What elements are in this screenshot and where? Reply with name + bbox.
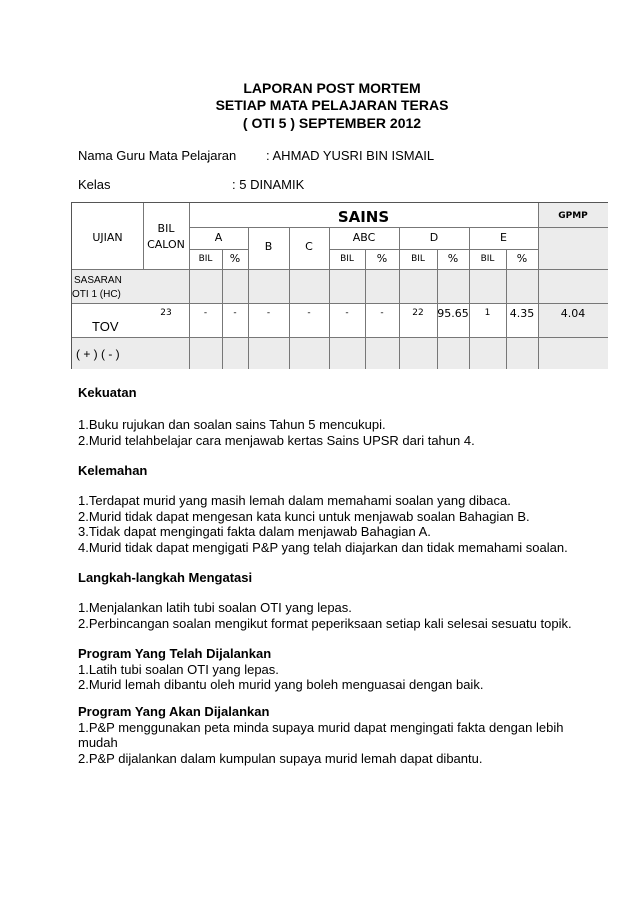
grade-e-header: E xyxy=(500,231,507,244)
subject-header: SAINS xyxy=(337,208,390,226)
d-bil-subheader: BIL xyxy=(411,254,425,264)
grade-d-header: D xyxy=(429,231,439,244)
program-telah-heading: Program Yang Telah Dijalankan xyxy=(78,646,272,661)
tov-bil-calon: 23 xyxy=(160,308,172,318)
grade-c-header: C xyxy=(305,240,313,253)
diff-row-shade xyxy=(72,337,608,369)
abc-bil-subheader: BIL xyxy=(340,254,354,264)
grade-a-header: A xyxy=(214,231,223,244)
tov-label: TOV xyxy=(92,319,119,334)
kekuatan-heading: Kekuatan xyxy=(78,385,137,400)
tov-a-bil: - xyxy=(203,308,208,318)
kekuatan-item-2: 2.Murid telahbelajar cara menjawab kertas Sains UPSR dari tahun 4. xyxy=(78,433,475,448)
e-pct-subheader: % xyxy=(516,252,528,265)
ujian-header: UJIAN xyxy=(92,231,123,244)
sasaran-row-shade xyxy=(72,269,608,303)
program-akan-heading: Program Yang Akan Dijalankan xyxy=(78,704,270,719)
tov-b: - xyxy=(266,308,271,318)
mengatasi-heading: Langkah-langkah Mengatasi xyxy=(78,570,253,585)
kekuatan-item-1: 1.Buku rujukan dan soalan sains Tahun 5 mencukupi. xyxy=(78,417,386,432)
d-pct-subheader: % xyxy=(447,252,459,265)
tov-abc-pct: - xyxy=(380,308,384,318)
kelemahan-heading: Kelemahan xyxy=(78,463,148,478)
tov-a-pct: - xyxy=(233,308,237,318)
tov-abc-bil: - xyxy=(345,308,349,318)
kelemahan-item-4: 4.Murid tidak dapat mengigati P&P yang telah diajarkan dan tidak memahami soalan. xyxy=(78,540,568,555)
mengatasi-item-1: 1.Menjalankan latih tubi soalan OTI yang lepas. xyxy=(78,600,352,615)
class-label: Kelas xyxy=(78,177,111,192)
tov-e-pct: 4.35 xyxy=(509,307,535,320)
program-akan-item-2: 2.P&P dijalankan dalam kumpulan supaya murid lemah dapat dibantu. xyxy=(78,751,483,766)
teacher-label: Nama Guru Mata Pelajaran xyxy=(78,148,237,163)
calon-header: CALON xyxy=(147,238,185,251)
program-akan-item-1-cont: mudah xyxy=(78,735,118,750)
results-table xyxy=(71,202,608,369)
gpmp-header: GPMP xyxy=(558,211,588,221)
kelemahan-item-2: 2.Murid tidak dapat mengesan kata kunci untuk menjawab soalan Bahagian B. xyxy=(78,509,530,524)
class-value: : 5 DINAMIK xyxy=(232,177,305,192)
program-telah-item-1: 1.Latih tubi soalan OTI yang lepas. xyxy=(78,662,279,677)
teacher-value: : AHMAD YUSRI BIN ISMAIL xyxy=(266,148,435,163)
diff-label: ( + ) ( - ) xyxy=(76,347,120,361)
report-title: LAPORAN POST MORTEM xyxy=(243,80,421,96)
tov-e-bil: 1 xyxy=(484,308,491,318)
tov-d-bil: 22 xyxy=(412,308,424,318)
report-subtitle: SETIAP MATA PELAJARAN TERAS xyxy=(215,97,449,113)
tov-d-pct: 95.65 xyxy=(437,307,469,320)
e-bil-subheader: BIL xyxy=(480,254,495,264)
a-pct-subheader: % xyxy=(229,252,241,265)
tov-c: - xyxy=(307,308,311,318)
grade-abc-header: ABC xyxy=(352,231,376,244)
a-bil-subheader: BIL xyxy=(198,254,213,264)
kelemahan-item-3: 3.Tidak dapat mengingati fakta dalam menjawab Bahagian A. xyxy=(78,524,431,539)
mengatasi-item-2: 2.Perbincangan soalan mengikut format peperiksaan setiap kali selesai sesuatu topik. xyxy=(78,616,572,631)
kelemahan-item-1: 1.Terdapat murid yang masih lemah dalam memahami soalan yang dibaca. xyxy=(78,493,511,508)
program-telah-item-2: 2.Murid lemah dibantu oleh murid yang boleh menguasai dengan baik. xyxy=(78,677,484,692)
sasaran-label: SASARAN xyxy=(74,275,122,286)
abc-pct-subheader: % xyxy=(376,252,388,265)
grade-b-header: B xyxy=(264,240,273,253)
report-exam-period: ( OTI 5 ) SEPTEMBER 2012 xyxy=(242,115,422,131)
tov-gpmp: 4.04 xyxy=(560,307,586,320)
bil-header: BIL xyxy=(157,222,175,235)
sasaran-sublabel: OTI 1 (HC) xyxy=(72,289,121,300)
program-akan-item-1: 1.P&P menggunakan peta minda supaya murid dapat mengingati fakta dengan lebih xyxy=(78,720,564,735)
